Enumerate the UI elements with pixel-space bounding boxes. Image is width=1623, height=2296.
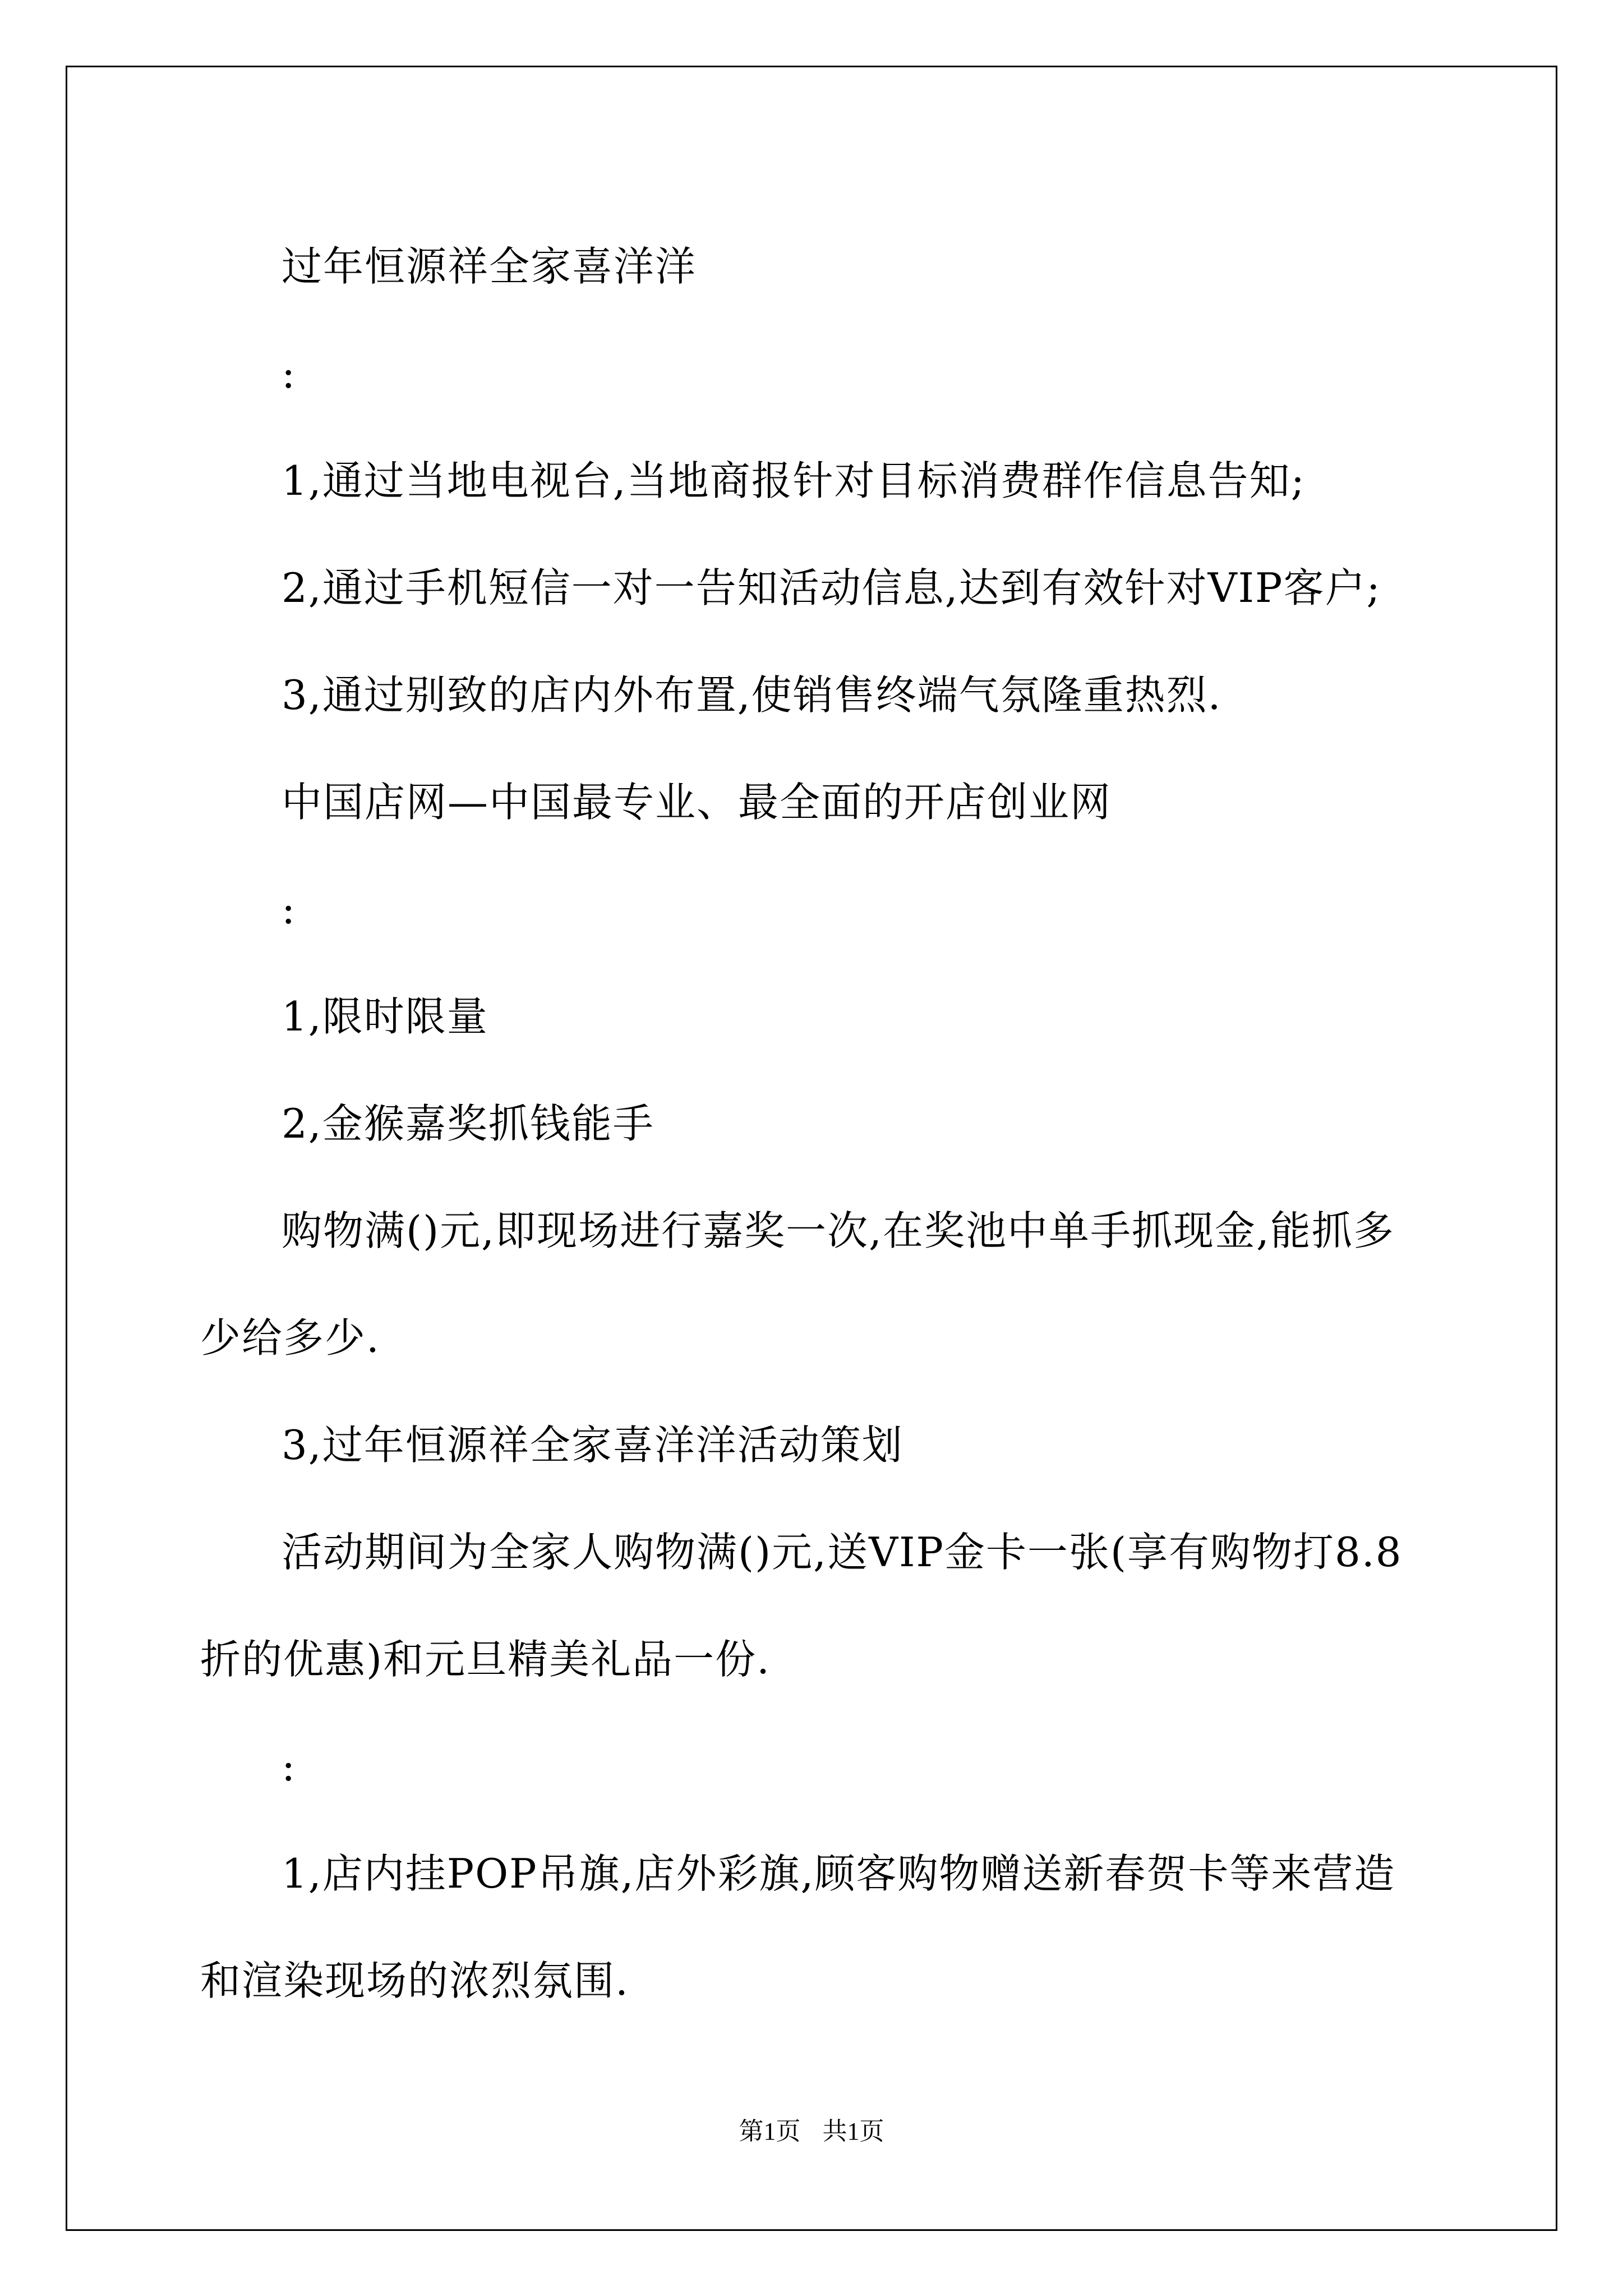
paragraph-colon: : — [282, 350, 297, 397]
paragraph-body: 购物满()元,即现场进行嘉奖一次,在奖池中单手抓现金,能抓多少给多少. — [200, 1207, 1395, 1361]
paragraph-item: 1,通过当地电视台,当地商报针对目标消费群作信息告知; — [282, 457, 1306, 504]
page-number-total: 共1页 — [822, 2118, 884, 2145]
paragraph-site-name: 中国店网—中国最专业、最全面的开店创业网 — [282, 779, 1112, 826]
page-footer — [0, 2115, 1623, 2148]
page-number-current: 第1页 — [739, 2118, 801, 2145]
paragraph-title: 过年恒源祥全家喜洋洋 — [282, 243, 697, 290]
paragraph-colon: : — [282, 886, 297, 933]
paragraph-item: 1,店内挂POP吊旗,店外彩旗,顾客购物赠送新春贺卡等来营造和渲染现场的浓烈氛围. — [200, 1850, 1396, 2004]
paragraph-body: 活动期间为全家人购物满()元,送VIP金卡一张(享有购物打8.8折的优惠)和元旦精美礼品一份. — [200, 1529, 1403, 1683]
paragraph-item: 3,通过别致的店内外布置,使销售终端气氛隆重热烈. — [282, 671, 1222, 719]
paragraph-item: 1,限时限量 — [282, 993, 488, 1040]
paragraph-item: 2,通过手机短信一对一告知活动信息,达到有效针对VIP客户; — [282, 564, 1381, 611]
paragraph-colon: : — [282, 1743, 297, 1790]
paragraph-item: 2,金猴嘉奖抓钱能手 — [282, 1100, 654, 1147]
paragraph-item: 3,过年恒源祥全家喜洋洋活动策划 — [282, 1421, 903, 1469]
document-body — [200, 213, 1428, 2035]
